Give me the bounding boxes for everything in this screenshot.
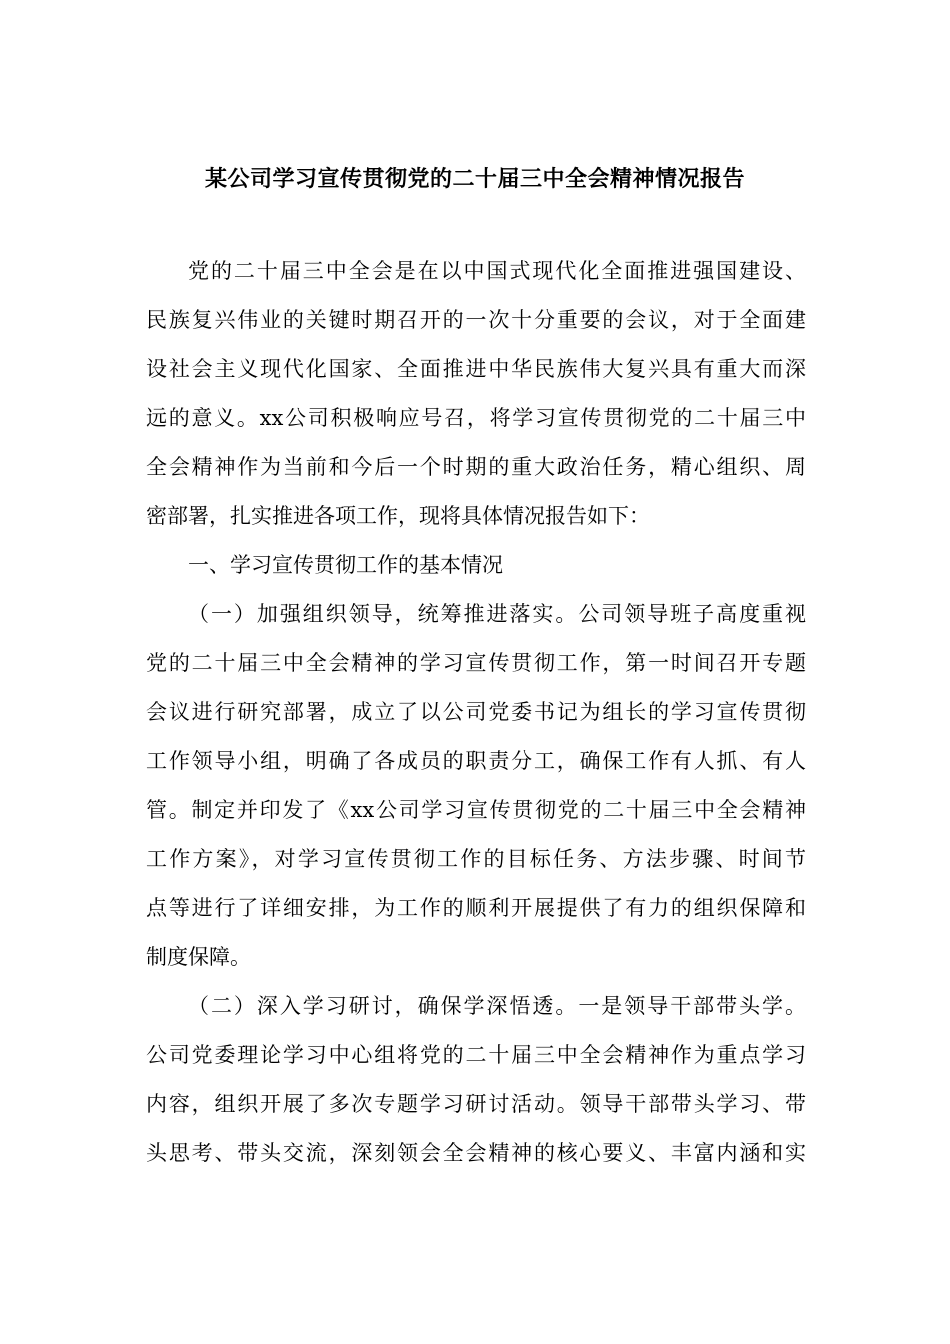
paragraph-line: （二）深入学习研讨，确保学深悟透。一是领导干部带头学。 xyxy=(188,994,806,1018)
paragraph-line: 管。制定并印发了《xx公司学习宣传贯彻党的二十届三中全会精神 xyxy=(146,798,806,822)
section-heading: 一、学习宣传贯彻工作的基本情况 xyxy=(188,553,503,577)
paragraph-line: 远的意义。xx公司积极响应号召，将学习宣传贯彻党的二十届三中 xyxy=(146,406,806,430)
paragraph-line: 民族复兴伟业的关键时期召开的一次十分重要的会议，对于全面建 xyxy=(146,308,806,332)
paragraph-line: 工作领导小组，明确了各成员的职责分工，确保工作有人抓、有人 xyxy=(146,749,806,773)
paragraph-line: 党的二十届三中全会是在以中国式现代化全面推进强国建设、 xyxy=(188,259,806,283)
paragraph-line: （一）加强组织领导，统筹推进落实。公司领导班子高度重视 xyxy=(188,602,806,626)
document-title: 某公司学习宣传贯彻党的二十届三中全会精神情况报告 xyxy=(204,167,745,192)
paragraph-line: 全会精神作为当前和今后一个时期的重大政治任务，精心组织、周 xyxy=(146,455,806,479)
paragraph-line: 设社会主义现代化国家、全面推进中华民族伟大复兴具有重大而深 xyxy=(146,357,806,381)
paragraph-line: 密部署，扎实推进各项工作，现将具体情况报告如下： xyxy=(146,504,650,528)
paragraph-line: 会议进行研究部署，成立了以公司党委书记为组长的学习宣传贯彻 xyxy=(146,700,806,724)
paragraph-line: 点等进行了详细安排，为工作的顺利开展提供了有力的组织保障和 xyxy=(146,896,806,920)
paragraph-line: 头思考、带头交流，深刻领会全会精神的核心要义、丰富内涵和实 xyxy=(146,1141,806,1165)
paragraph-line: 制度保障。 xyxy=(146,945,251,969)
paragraph-line: 工作方案》，对学习宣传贯彻工作的目标任务、方法步骤、时间节 xyxy=(146,847,806,871)
paragraph-line: 公司党委理论学习中心组将党的二十届三中全会精神作为重点学习 xyxy=(146,1043,806,1067)
paragraph-line: 内容，组织开展了多次专题学习研讨活动。领导干部带头学习、带 xyxy=(146,1092,806,1116)
paragraph-line: 党的二十届三中全会精神的学习宣传贯彻工作，第一时间召开专题 xyxy=(146,651,806,675)
